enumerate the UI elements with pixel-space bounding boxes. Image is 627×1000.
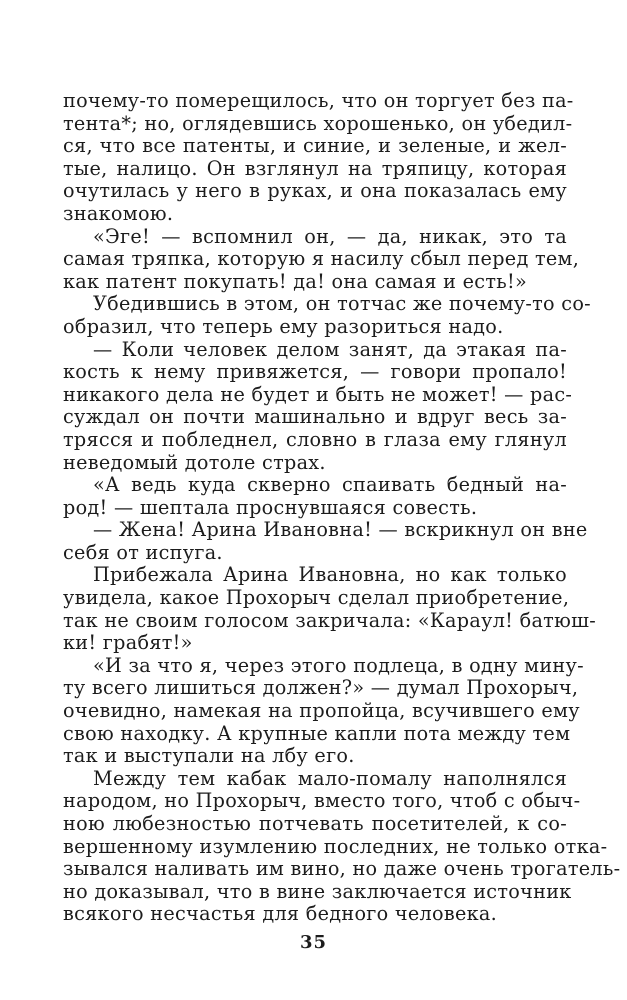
text-line: трясся и побледнел, словно в глаза ему глянул	[63, 427, 567, 451]
text-line: очутилась у него в руках, и она показалась ему	[63, 179, 567, 203]
text-line: «А ведь куда скверно спаивать бедный на-	[93, 473, 567, 497]
text-line: очевидно, намекая на пропойца, всучившего ему	[63, 699, 580, 723]
text-line: «И за что я, через этого подлеца, в одну мину-	[93, 653, 584, 677]
page-number: 35	[299, 932, 328, 953]
text-line: так и выступали на лбу его.	[63, 744, 355, 768]
text-line: как патент покупать! да! она самая и есть!»	[63, 269, 528, 293]
text-line: себя от испуга.	[63, 540, 223, 564]
text-line: тента*; но, оглядевшись хорошенько, он убедил-	[63, 111, 573, 135]
text-line: так не своим голосом закричала: «Караул! батюш-	[63, 608, 597, 632]
text-line: образил, что теперь ему разориться надо.	[63, 314, 504, 338]
text-line: увидела, какое Прохорыч сделал приобретение,	[63, 586, 570, 610]
text-line: народом, но Прохорыч, вместо того, чтоб с обыч-	[63, 789, 581, 813]
text-line: ною любезностью потчевать посетителей, к со-	[63, 812, 567, 835]
paragraph	[63, 766, 621, 926]
text-line: — Коли человек делом занят, да этакая па-	[93, 337, 567, 361]
text-line: никакого дела не будет и быть не может! — рас-	[63, 382, 573, 406]
text-line: Между тем кабак мало-помалу наполнялся	[93, 766, 567, 790]
text-line: всякого несчастья для бедного человека.	[63, 902, 498, 926]
paragraph	[63, 563, 597, 655]
text-line: род! — шептала проснувшаяся совесть.	[63, 495, 478, 519]
text-line: Убедившись в этом, он тотчас же почему-то со-	[93, 292, 591, 316]
text-line: зывался наливать им вино, но даже очень трогатель-	[63, 857, 621, 881]
text-line: ки! грабят!»	[63, 631, 193, 655]
paragraph	[63, 337, 573, 475]
text-line: ся, что все патенты, и синие, и зеленые, и жел-	[63, 134, 567, 158]
text-line: — Жена! Арина Ивановна! — вскрикнул он вне	[93, 518, 588, 542]
text-line: самая тряпка, которую я насилу сбыл перед тем,	[63, 247, 580, 271]
paragraph	[63, 89, 574, 226]
text-line: свою находку. А крупные капли пота между тем	[63, 721, 571, 745]
text-line: Прибежала Арина Ивановна, но как только	[93, 563, 567, 587]
text-line: «Эге! — вспомнил он, — да, никак, это та	[93, 224, 567, 248]
text-line: почему-то померещилось, что он торгует без па-	[63, 89, 574, 112]
text-line: неведомый дотоле страх.	[63, 450, 326, 474]
text-line: тые, налицо. Он взглянул на тряпицу, которая	[63, 156, 567, 180]
text-line: вершенному изумлению последних, не только отка-	[63, 834, 608, 858]
page-body	[63, 89, 621, 926]
paragraph	[63, 653, 584, 768]
text-line: но доказывал, что в вине заключается источник	[63, 879, 572, 903]
text-line: кость к нему привяжется, — говори пропало!	[63, 360, 567, 384]
paragraph	[63, 292, 591, 338]
paragraph	[63, 518, 588, 564]
text-line: суждал он почти машинально и вдруг весь за-	[63, 405, 567, 429]
paragraph	[63, 224, 580, 294]
paragraph	[63, 474, 567, 519]
text-line: ту всего лишиться должен?» — думал Прохорыч,	[63, 676, 579, 700]
text-line: знакомою.	[63, 201, 174, 225]
